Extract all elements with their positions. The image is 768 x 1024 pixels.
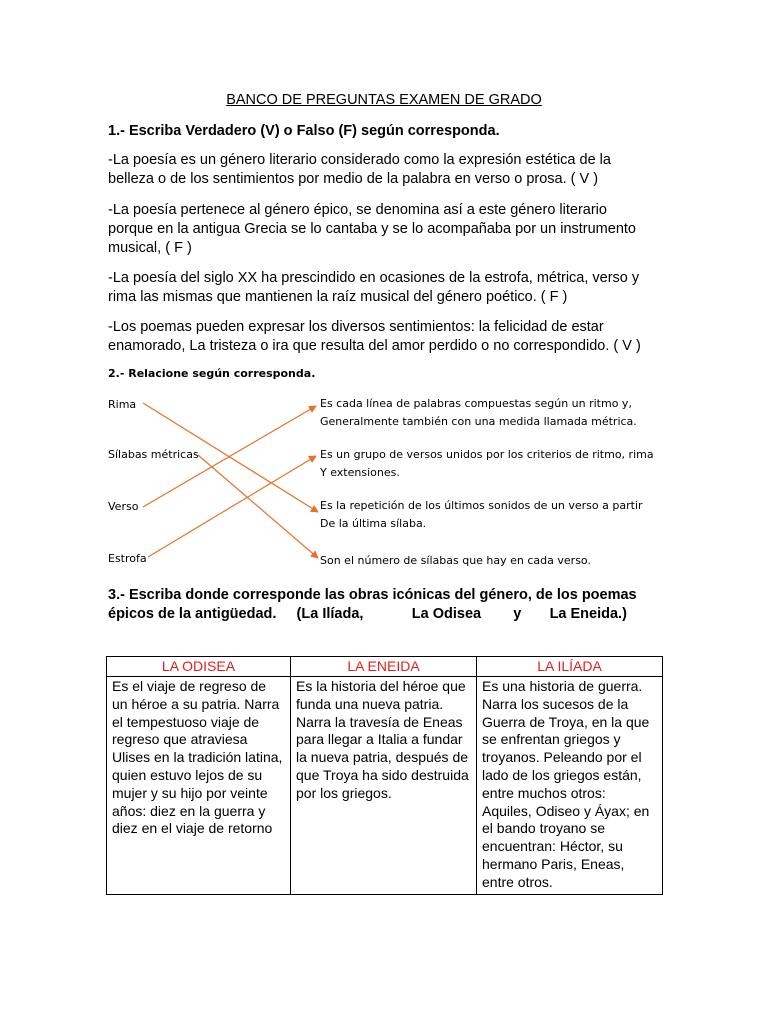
- definition-4: Son el número de sílabas que hay en cada verso.: [320, 554, 591, 567]
- q1-statement-4: -Los poemas pueden expresar los diversos sentimientos: la felicidad de estar enamorado, La tristeza o ira que resulta del amor perdido o no correspondido. ( V ): [108, 319, 641, 354]
- cell-eneida-description: Es la historia del héroe que funda una nueva patria. Narra la travesía de Eneas para llegar a Italia a fundar la nueva patria, después de que Troya ha sido destruida por los griegos.: [291, 677, 477, 895]
- page-title: BANCO DE PREGUNTAS EXAMEN DE GRADO: [226, 92, 542, 108]
- q1-statement-2: -La poesía pertenece al género épico, se denomina así a este género literario porque en la antigua Grecia se lo cantaba y se lo acompañaba por un instrumento musical, ( F ): [108, 202, 636, 256]
- question-2-heading: 2.- Relacione según corresponda.: [108, 367, 316, 380]
- definition-1: Es cada línea de palabras compuestas según un ritmo y, Generalmente también con una medida llamada métrica.: [320, 397, 637, 428]
- question-3-heading: 3.- Escriba donde corresponde las obras icónicas del género, de los poemas épicos de la antigüedad. (La Ilíada, La Odisea y La Eneida.): [108, 587, 637, 622]
- definition-3: Es la repetición de los últimos sonidos de un verso a partir De la última sílaba.: [320, 499, 643, 530]
- term-verso: Verso: [108, 500, 139, 513]
- arrow-silabas-to-def4: [198, 455, 318, 558]
- header-la-eneida: LA ENEIDA: [291, 657, 477, 677]
- q1-statement-1: -La poesía es un género literario considerado como la expresión estética de la belleza o de los sentimientos por medio de la palabra en verso o prosa. ( V ): [108, 152, 611, 187]
- cell-odisea-description: Es el viaje de regreso de un héroe a su patria. Narra el tempestuoso viaje de regreso que atraviesa Ulises en la tradición latina, quien estuvo lejos de su mujer y su hijo por veinte años: diez en la guerra y diez en el viaje de retorno: [107, 677, 291, 895]
- term-silabas-metricas: Sílabas métricas: [108, 448, 199, 461]
- arrow-rima-to-def3: [143, 403, 318, 512]
- epic-works-table: [106, 656, 663, 895]
- arrow-estrofa-to-def2: [148, 456, 316, 557]
- table-row: [107, 677, 663, 895]
- definition-2: Es un grupo de versos unidos por los criterios de ritmo, rima Y extensiones.: [320, 448, 654, 479]
- q1-statement-3: -La poesía del siglo XX ha prescindido en ocasiones de la estrofa, métrica, verso y rima las mismas que mantienen la raíz musical del género poético. ( F ): [108, 270, 640, 305]
- arrow-verso-to-def1: [143, 406, 316, 507]
- header-la-odisea: LA ODISEA: [107, 657, 291, 677]
- header-la-iliada: LA ILÍADA: [477, 657, 663, 677]
- cell-iliada-description: Es una historia de guerra. Narra los sucesos de la Guerra de Troya, en la que se enfrentan griegos y troyanos. Peleando por el lado de los griegos están, entre muchos otros: Aquiles, Odiseo y Áyax; en el bando troyano se encuentran: Héctor, su hermano Paris, Eneas, entre otros.: [477, 677, 663, 895]
- term-rima: Rima: [108, 398, 137, 411]
- question-1-heading: 1.- Escriba Verdadero (V) o Falso (F) según corresponda.: [108, 123, 500, 139]
- table-header-row: [107, 657, 663, 677]
- term-estrofa: Estrofa: [108, 552, 147, 565]
